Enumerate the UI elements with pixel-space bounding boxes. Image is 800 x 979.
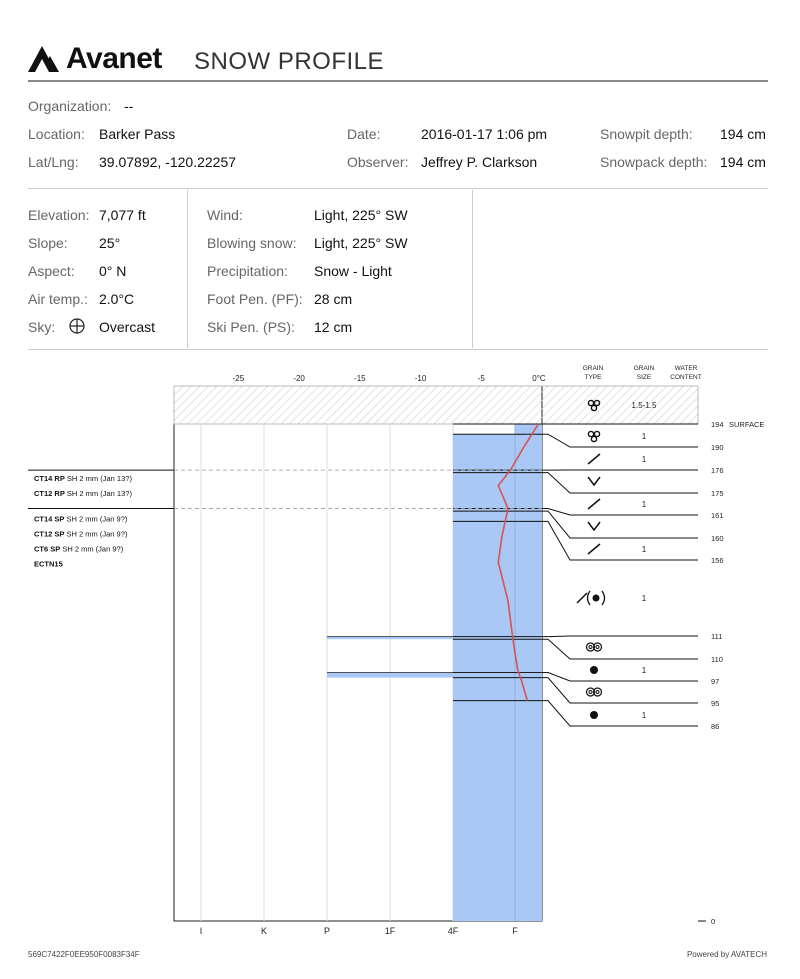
ski-pen-label: Ski Pen. (PS): bbox=[207, 319, 295, 335]
observer-label: Observer: bbox=[347, 154, 409, 170]
stability-test: CT6 SP SH 2 mm (Jan 9?) bbox=[34, 544, 124, 554]
precipitation-value: Snow - Light bbox=[314, 263, 392, 279]
grain-decomposing-fragments-icon bbox=[588, 454, 600, 464]
grain-type-header: TYPE bbox=[584, 374, 602, 381]
elevation-label: Elevation: bbox=[28, 207, 90, 223]
grain-dot bbox=[590, 666, 598, 674]
water-content-header: WATER bbox=[674, 365, 698, 372]
hardness-tick-label: 4F bbox=[447, 926, 459, 936]
hardness-bar bbox=[453, 639, 542, 672]
temp-tick-label: -10 bbox=[414, 374, 427, 383]
hardness-tick-label: P bbox=[323, 926, 331, 936]
sky-value: Overcast bbox=[99, 319, 156, 335]
stability-test: CT12 RP SH 2 mm (Jan 13?) bbox=[34, 489, 132, 499]
grain-decomposing-fragments-rounded-icon bbox=[577, 591, 605, 605]
hardness-tick-label: F bbox=[512, 926, 518, 936]
grain-vee bbox=[588, 522, 600, 530]
grain-slash bbox=[588, 544, 600, 554]
stability-test: CT14 SP SH 2 mm (Jan 9?) bbox=[34, 514, 128, 524]
snowpit-depth-value: 194 cm bbox=[720, 126, 766, 142]
hardness-bar bbox=[327, 673, 542, 678]
grain-slash bbox=[577, 593, 587, 603]
temp-tick-label: -20 bbox=[293, 374, 305, 383]
layer-grain-size: 1 bbox=[641, 455, 647, 464]
layer-grain-size: 1 bbox=[641, 545, 647, 554]
grain-paren bbox=[588, 591, 591, 605]
grain-paren bbox=[602, 591, 605, 605]
grain-circle bbox=[591, 436, 596, 441]
grain-circle bbox=[596, 646, 599, 649]
brand-subtitle: SNOW PROFILE bbox=[194, 48, 385, 75]
wind-value: Light, 225° SW bbox=[314, 207, 408, 223]
height-label: 190 bbox=[711, 443, 724, 452]
aspect-value: 0° N bbox=[99, 263, 127, 279]
grain-circle bbox=[594, 431, 599, 436]
grain-vee bbox=[588, 477, 600, 485]
height-label: 97 bbox=[711, 677, 720, 686]
hardness-bar bbox=[453, 678, 542, 701]
date-value: 2016-01-17 1:06 pm bbox=[421, 126, 548, 142]
height-label: 176 bbox=[711, 466, 724, 475]
blowing-snow-label: Blowing snow: bbox=[207, 235, 297, 251]
hardness-tick-label: I bbox=[199, 926, 203, 936]
layer-grain-size: 1 bbox=[641, 711, 647, 720]
hardness-bar bbox=[453, 521, 542, 636]
slope-value: 25° bbox=[99, 235, 121, 251]
surface-label: SURFACE bbox=[729, 420, 765, 429]
height-label: 160 bbox=[711, 534, 724, 543]
height-label: 194 bbox=[711, 420, 724, 429]
foot-pen-value: 28 cm bbox=[314, 291, 353, 307]
grain-dot bbox=[593, 595, 600, 602]
ski-pen-value: 12 cm bbox=[314, 319, 353, 335]
stability-test: CT12 SP SH 2 mm (Jan 9?) bbox=[34, 529, 128, 539]
grain-surface-hoar-icon bbox=[588, 477, 600, 485]
sky-label: Sky: bbox=[28, 319, 56, 335]
snowpack-depth-label: Snowpack depth: bbox=[600, 154, 708, 170]
temp-zero-label: 0°C bbox=[532, 374, 546, 383]
grain-slash bbox=[588, 499, 600, 509]
stability-test: CT14 RP SH 2 mm (Jan 13?) bbox=[34, 474, 132, 484]
layer-grain-size: 1 bbox=[641, 432, 647, 441]
height-label: 0 bbox=[711, 917, 716, 926]
organization-label: Organization: bbox=[28, 98, 112, 114]
height-label: 175 bbox=[711, 489, 724, 498]
wind-label: Wind: bbox=[207, 207, 243, 223]
foot-pen-label: Foot Pen. (PF): bbox=[207, 291, 303, 307]
grain-rounded-grains-icon bbox=[590, 666, 598, 674]
grain-type-header: GRAIN bbox=[582, 365, 604, 372]
brand-name: Avanet bbox=[66, 42, 162, 75]
slope-label: Slope: bbox=[28, 235, 68, 251]
latlng-label: Lat/Lng: bbox=[28, 154, 79, 170]
grain-surface-hoar-icon bbox=[588, 522, 600, 530]
layer-grain-size: 1 bbox=[641, 500, 647, 509]
water-content-header: CONTENT bbox=[670, 374, 702, 381]
observer-value: Jeffrey P. Clarkson bbox=[421, 154, 538, 170]
height-label: 110 bbox=[711, 655, 723, 664]
grain-dot bbox=[590, 711, 598, 719]
hardness-tick-label: 1F bbox=[384, 926, 396, 936]
grain-size-header: GRAIN bbox=[633, 365, 655, 372]
height-label: 86 bbox=[711, 722, 720, 731]
grain-melt-forms-icon bbox=[587, 688, 602, 696]
layer-grain-size: 1 bbox=[641, 594, 647, 603]
height-label: 161 bbox=[711, 511, 724, 520]
stability-test: ECTN15 bbox=[34, 559, 63, 569]
grain-size-header: SIZE bbox=[636, 374, 652, 381]
grain-rounded-grains-icon bbox=[590, 711, 598, 719]
air-temp-value: 2.0°C bbox=[99, 291, 135, 307]
location-label: Location: bbox=[28, 126, 85, 142]
temp-tick-label: -5 bbox=[477, 374, 485, 383]
hardness-bar bbox=[453, 473, 542, 509]
snowpit-depth-label: Snowpit depth: bbox=[600, 126, 693, 142]
powered-by: Powered by AVATECH bbox=[686, 950, 767, 959]
aspect-label: Aspect: bbox=[28, 263, 75, 279]
location-value: Barker Pass bbox=[99, 126, 176, 142]
grain-circle bbox=[596, 691, 599, 694]
air-temp-label: Air temp.: bbox=[28, 291, 88, 307]
grain-circle bbox=[589, 646, 592, 649]
grain-precipitation-particles-icon bbox=[588, 431, 599, 441]
temp-tick-label: -15 bbox=[354, 374, 366, 383]
layer-grain-size: 1 bbox=[641, 666, 647, 675]
grain-decomposing-fragments-icon bbox=[588, 544, 600, 554]
height-label: 95 bbox=[711, 699, 720, 708]
profile-id: 569C7422F0EE950F0083F34F bbox=[28, 950, 140, 959]
grain-decomposing-fragments-icon bbox=[588, 499, 600, 509]
snowpack-depth-value: 194 cm bbox=[720, 154, 766, 170]
surface-band bbox=[174, 386, 698, 424]
precipitation-label: Precipitation: bbox=[207, 263, 288, 279]
blowing-snow-value: Light, 225° SW bbox=[314, 235, 408, 251]
height-label: 111 bbox=[711, 632, 723, 641]
grain-melt-forms-icon bbox=[587, 643, 602, 651]
grain-circle bbox=[588, 431, 593, 436]
temp-tick-label: -25 bbox=[232, 374, 245, 383]
grain-circle bbox=[589, 691, 592, 694]
grain-slash bbox=[588, 454, 600, 464]
surface-grain-size: 1.5-1.5 bbox=[631, 401, 657, 410]
elevation-value: 7,077 ft bbox=[99, 207, 146, 223]
hardness-bar bbox=[453, 511, 542, 521]
hardness-bar bbox=[453, 701, 542, 921]
organization-value: -- bbox=[124, 98, 134, 114]
latlng-value: 39.07892, -120.22257 bbox=[99, 154, 237, 170]
height-label: 156 bbox=[711, 556, 724, 565]
date-label: Date: bbox=[347, 126, 381, 142]
hardness-tick-label: K bbox=[260, 926, 268, 936]
